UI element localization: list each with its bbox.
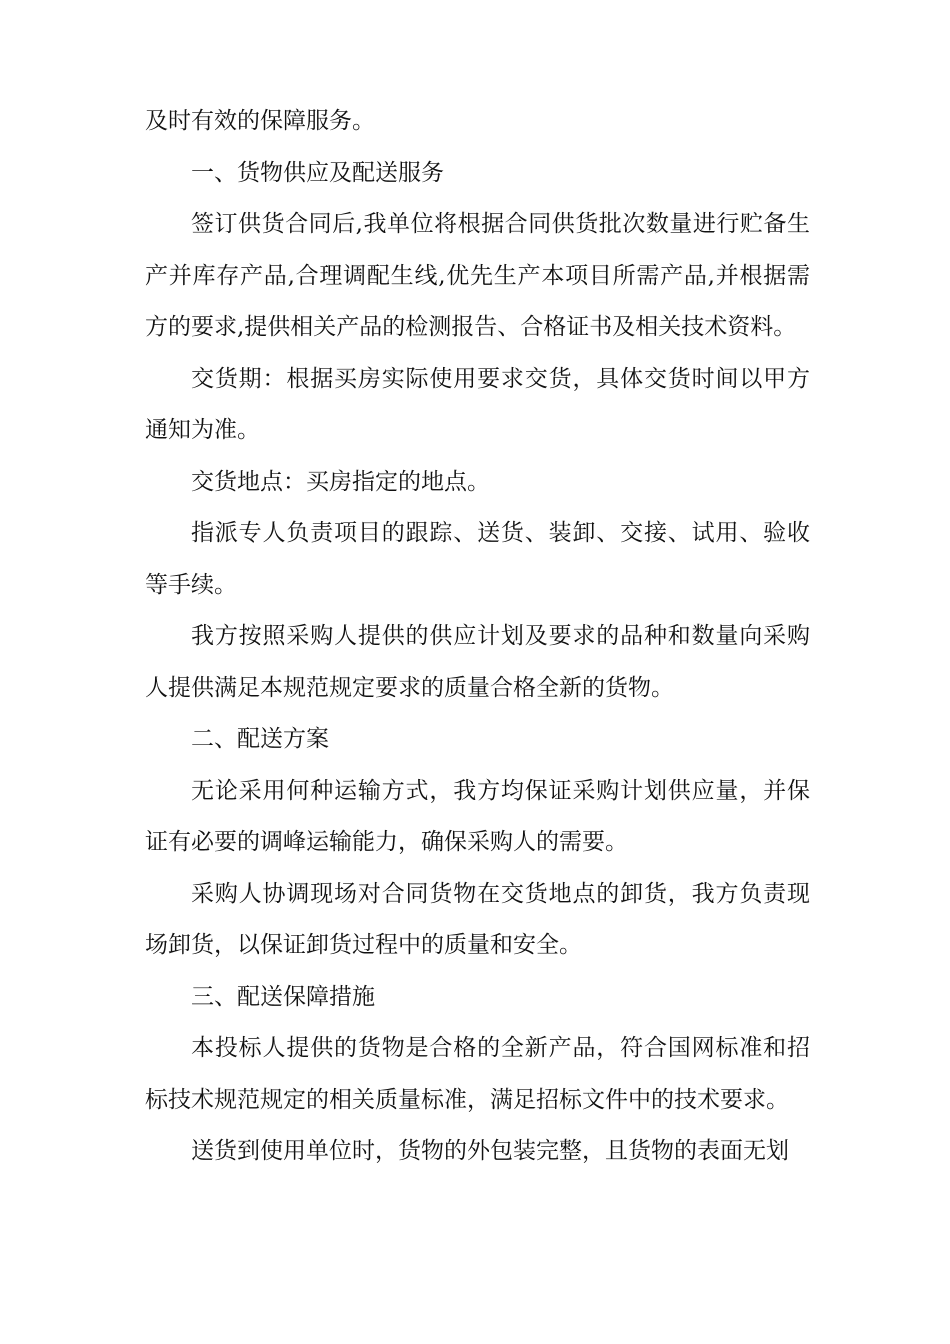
section-heading-3: 三、配送保障措施 [191, 983, 375, 1010]
section-heading-2: 二、配送方案 [191, 726, 329, 752]
paragraph-unloading: 采购人协调现场对合同货物在交货地点的卸货，我方负责现场卸货，以保证卸货过程中的质量和安全。 [145, 880, 810, 958]
paragraph-packaging: 送货到使用单位时，货物的外包装完整，且货物的表面无划 [191, 1138, 789, 1164]
document-body [145, 96, 810, 1178]
paragraph-dedicated-staff: 指派专人负责项目的跟踪、送货、装卸、交接、试用、验收等手续。 [145, 520, 810, 598]
paragraph-delivery-location: 交货地点：买房指定的地点。 [191, 468, 490, 495]
paragraph-quality-standard: 本投标人提供的货物是合格的全新产品，符合国网标准和招标技术规范规定的相关质量标准，满足招标文件中的技术要求。 [145, 1035, 810, 1113]
paragraph-continuation: 及时有效的保障服务。 [145, 108, 375, 134]
paragraph-delivery-period: 交货期：根据买房实际使用要求交货，具体交货时间以甲方通知为准。 [145, 365, 810, 443]
paragraph-supply-plan: 我方按照采购人提供的供应计划及要求的品种和数量向采购人提供满足本规范规定要求的质量合格全新的货物。 [145, 623, 810, 701]
section-heading-1: 一、货物供应及配送服务 [191, 159, 444, 186]
paragraph-contract-supply: 签订供货合同后,我单位将根据合同供货批次数量进行贮备生产并库存产品,合理调配生线,优先生产本项目所需产品,并根据需方的要求,提供相关产品的检测报告、合格证书及相关技术资料。 [145, 211, 810, 340]
paragraph-transport: 无论采用何种运输方式，我方均保证采购计划供应量，并保证有必要的调峰运输能力，确保采购人的需要。 [145, 777, 810, 855]
